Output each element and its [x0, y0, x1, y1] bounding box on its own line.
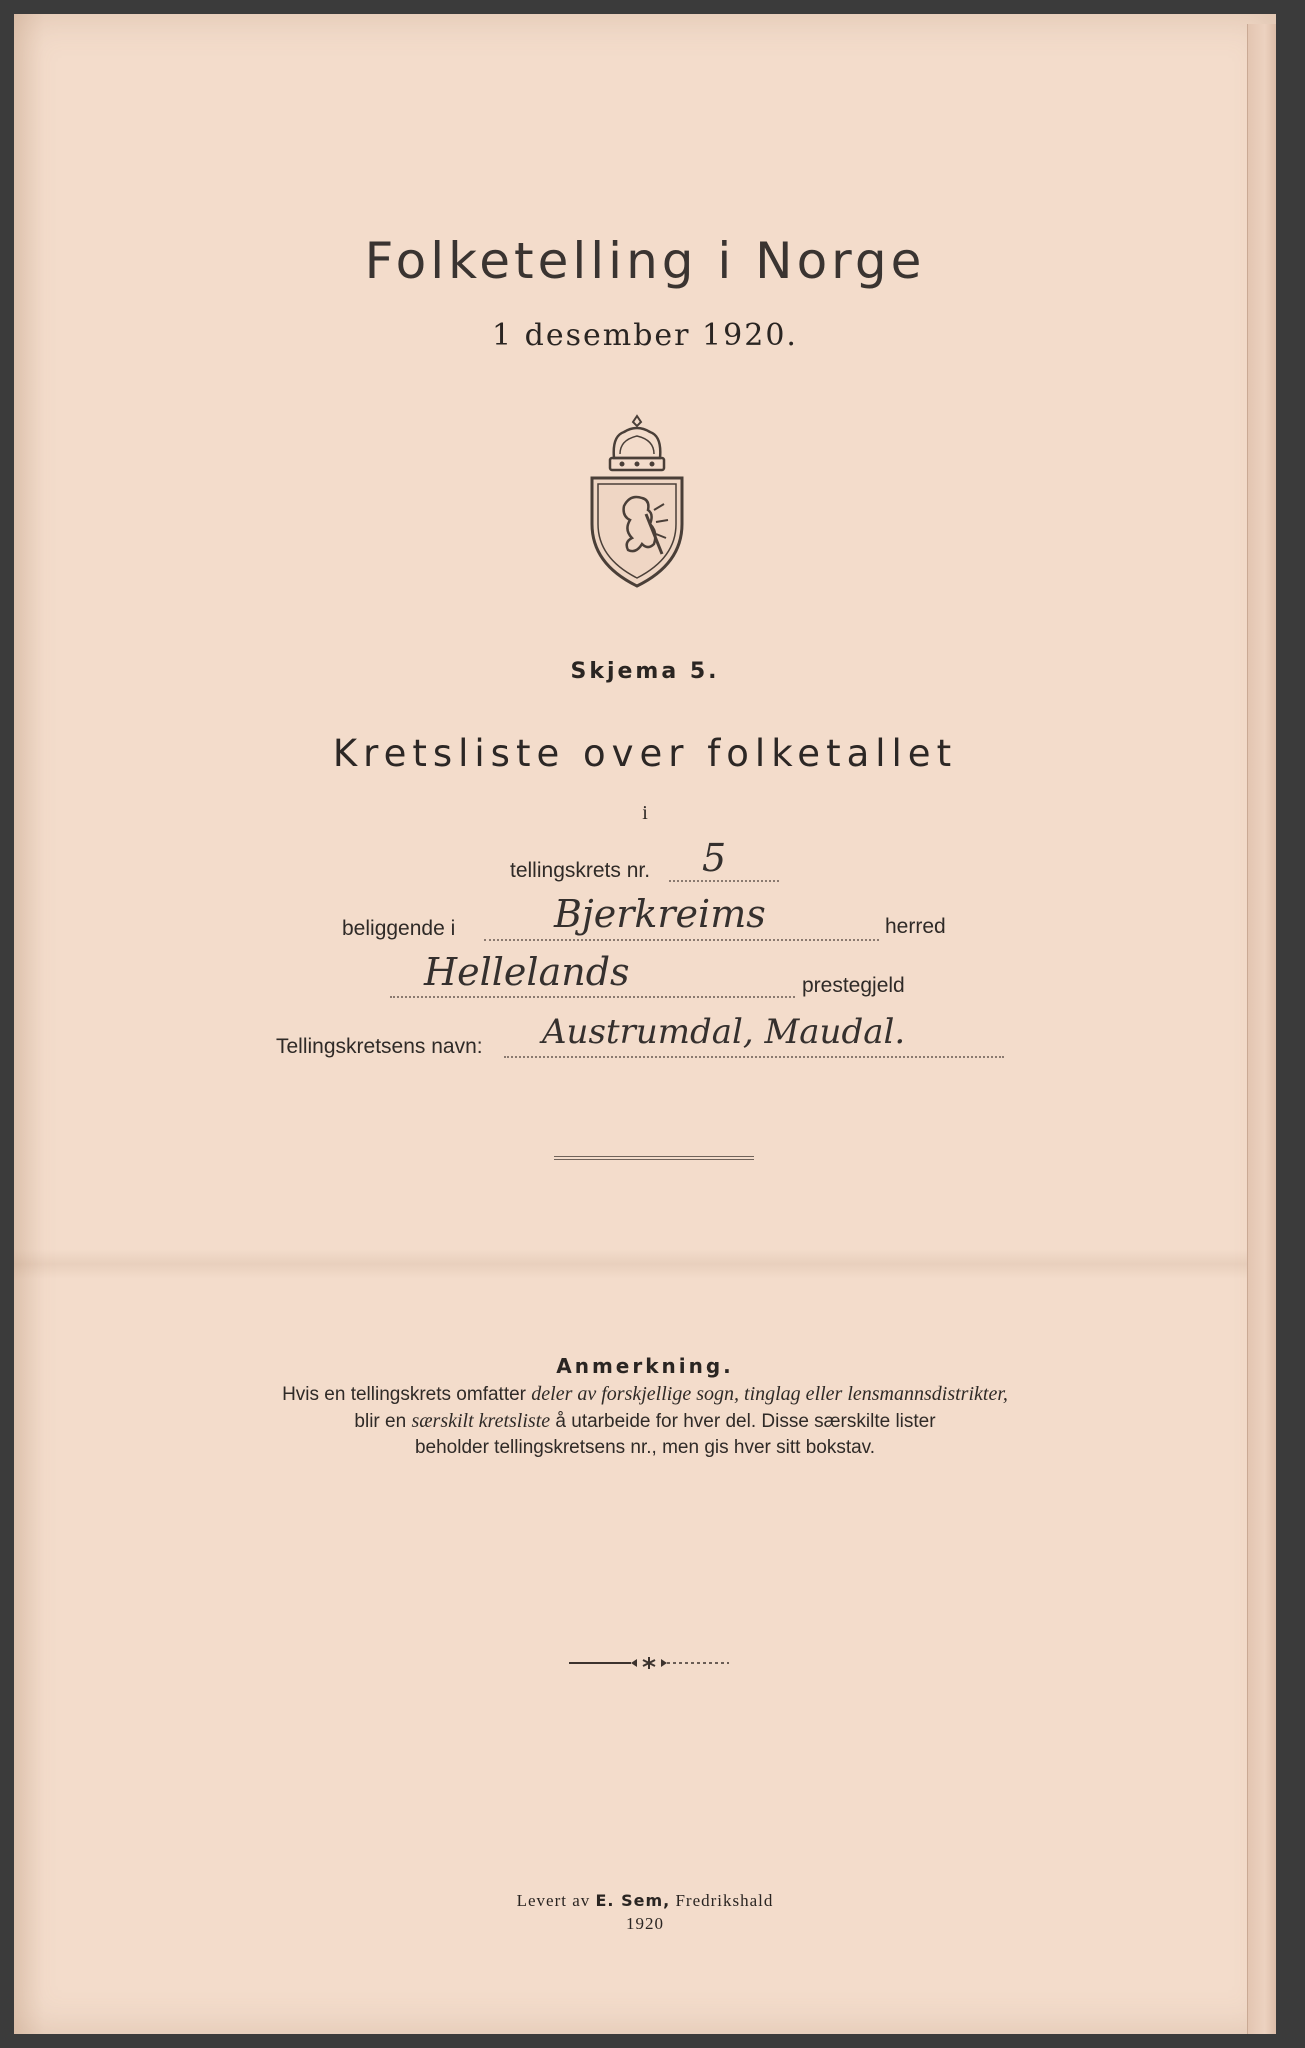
- connector-text: i: [642, 802, 648, 824]
- krets-number-label: tellingskrets nr.: [510, 859, 651, 882]
- herred-label: herred: [885, 915, 946, 938]
- printer-name: E. Sem,: [595, 1891, 671, 1910]
- krets-name-label: Tellingskretsens navn:: [276, 1035, 483, 1058]
- herred-value: Bjerkreims: [554, 892, 766, 936]
- printer-credit: [14, 1891, 1276, 1911]
- krets-name-line: [504, 1056, 1004, 1058]
- remark-text: blir en: [354, 1411, 407, 1432]
- separator-rule: [554, 1156, 754, 1160]
- printer-year: 1920: [626, 1914, 664, 1933]
- krets-name-value: Austrumdal, Maudal.: [542, 1012, 906, 1052]
- printer-city: Fredrikshald: [675, 1891, 774, 1910]
- remark-emphasis: særskilt kretsliste: [411, 1410, 551, 1432]
- beliggende-line: [484, 939, 879, 941]
- remark-text: å utarbeide for hver del. Disse særskilte lister: [555, 1411, 936, 1432]
- remark-line-1: [14, 1383, 1276, 1406]
- form-title: Kretsliste over folketallet: [332, 732, 958, 775]
- remark-emphasis: deler av forskjellige sogn, tinglag eller lensmannsdistrikter,: [531, 1383, 1008, 1405]
- krets-number-line: [669, 880, 779, 882]
- norwegian-coat-of-arms-icon: [584, 414, 690, 589]
- schema-number: Skjema 5.: [570, 659, 720, 684]
- document-page: [14, 14, 1276, 2034]
- remark-line-3: beholder tellingskretsens nr., men gis hver sitt bokstav.: [414, 1437, 876, 1458]
- printer-prefix: Levert av: [516, 1891, 591, 1910]
- ornament-divider-icon: [569, 1656, 729, 1670]
- remark-text: Hvis en tellingskrets omfatter: [282, 1384, 526, 1405]
- prestegjeld-line: [390, 996, 795, 998]
- document-title: Folketelling i Norge: [364, 232, 926, 290]
- krets-number-value: 5: [702, 836, 727, 880]
- beliggende-label: beliggende i: [342, 917, 456, 940]
- document-date: 1 desember 1920.: [492, 318, 798, 353]
- remark-line-2: [14, 1410, 1276, 1433]
- prestegjeld-label: prestegjeld: [802, 974, 905, 997]
- prestegjeld-value: Hellelands: [424, 950, 630, 994]
- remark-title: Anmerkning.: [556, 1354, 734, 1378]
